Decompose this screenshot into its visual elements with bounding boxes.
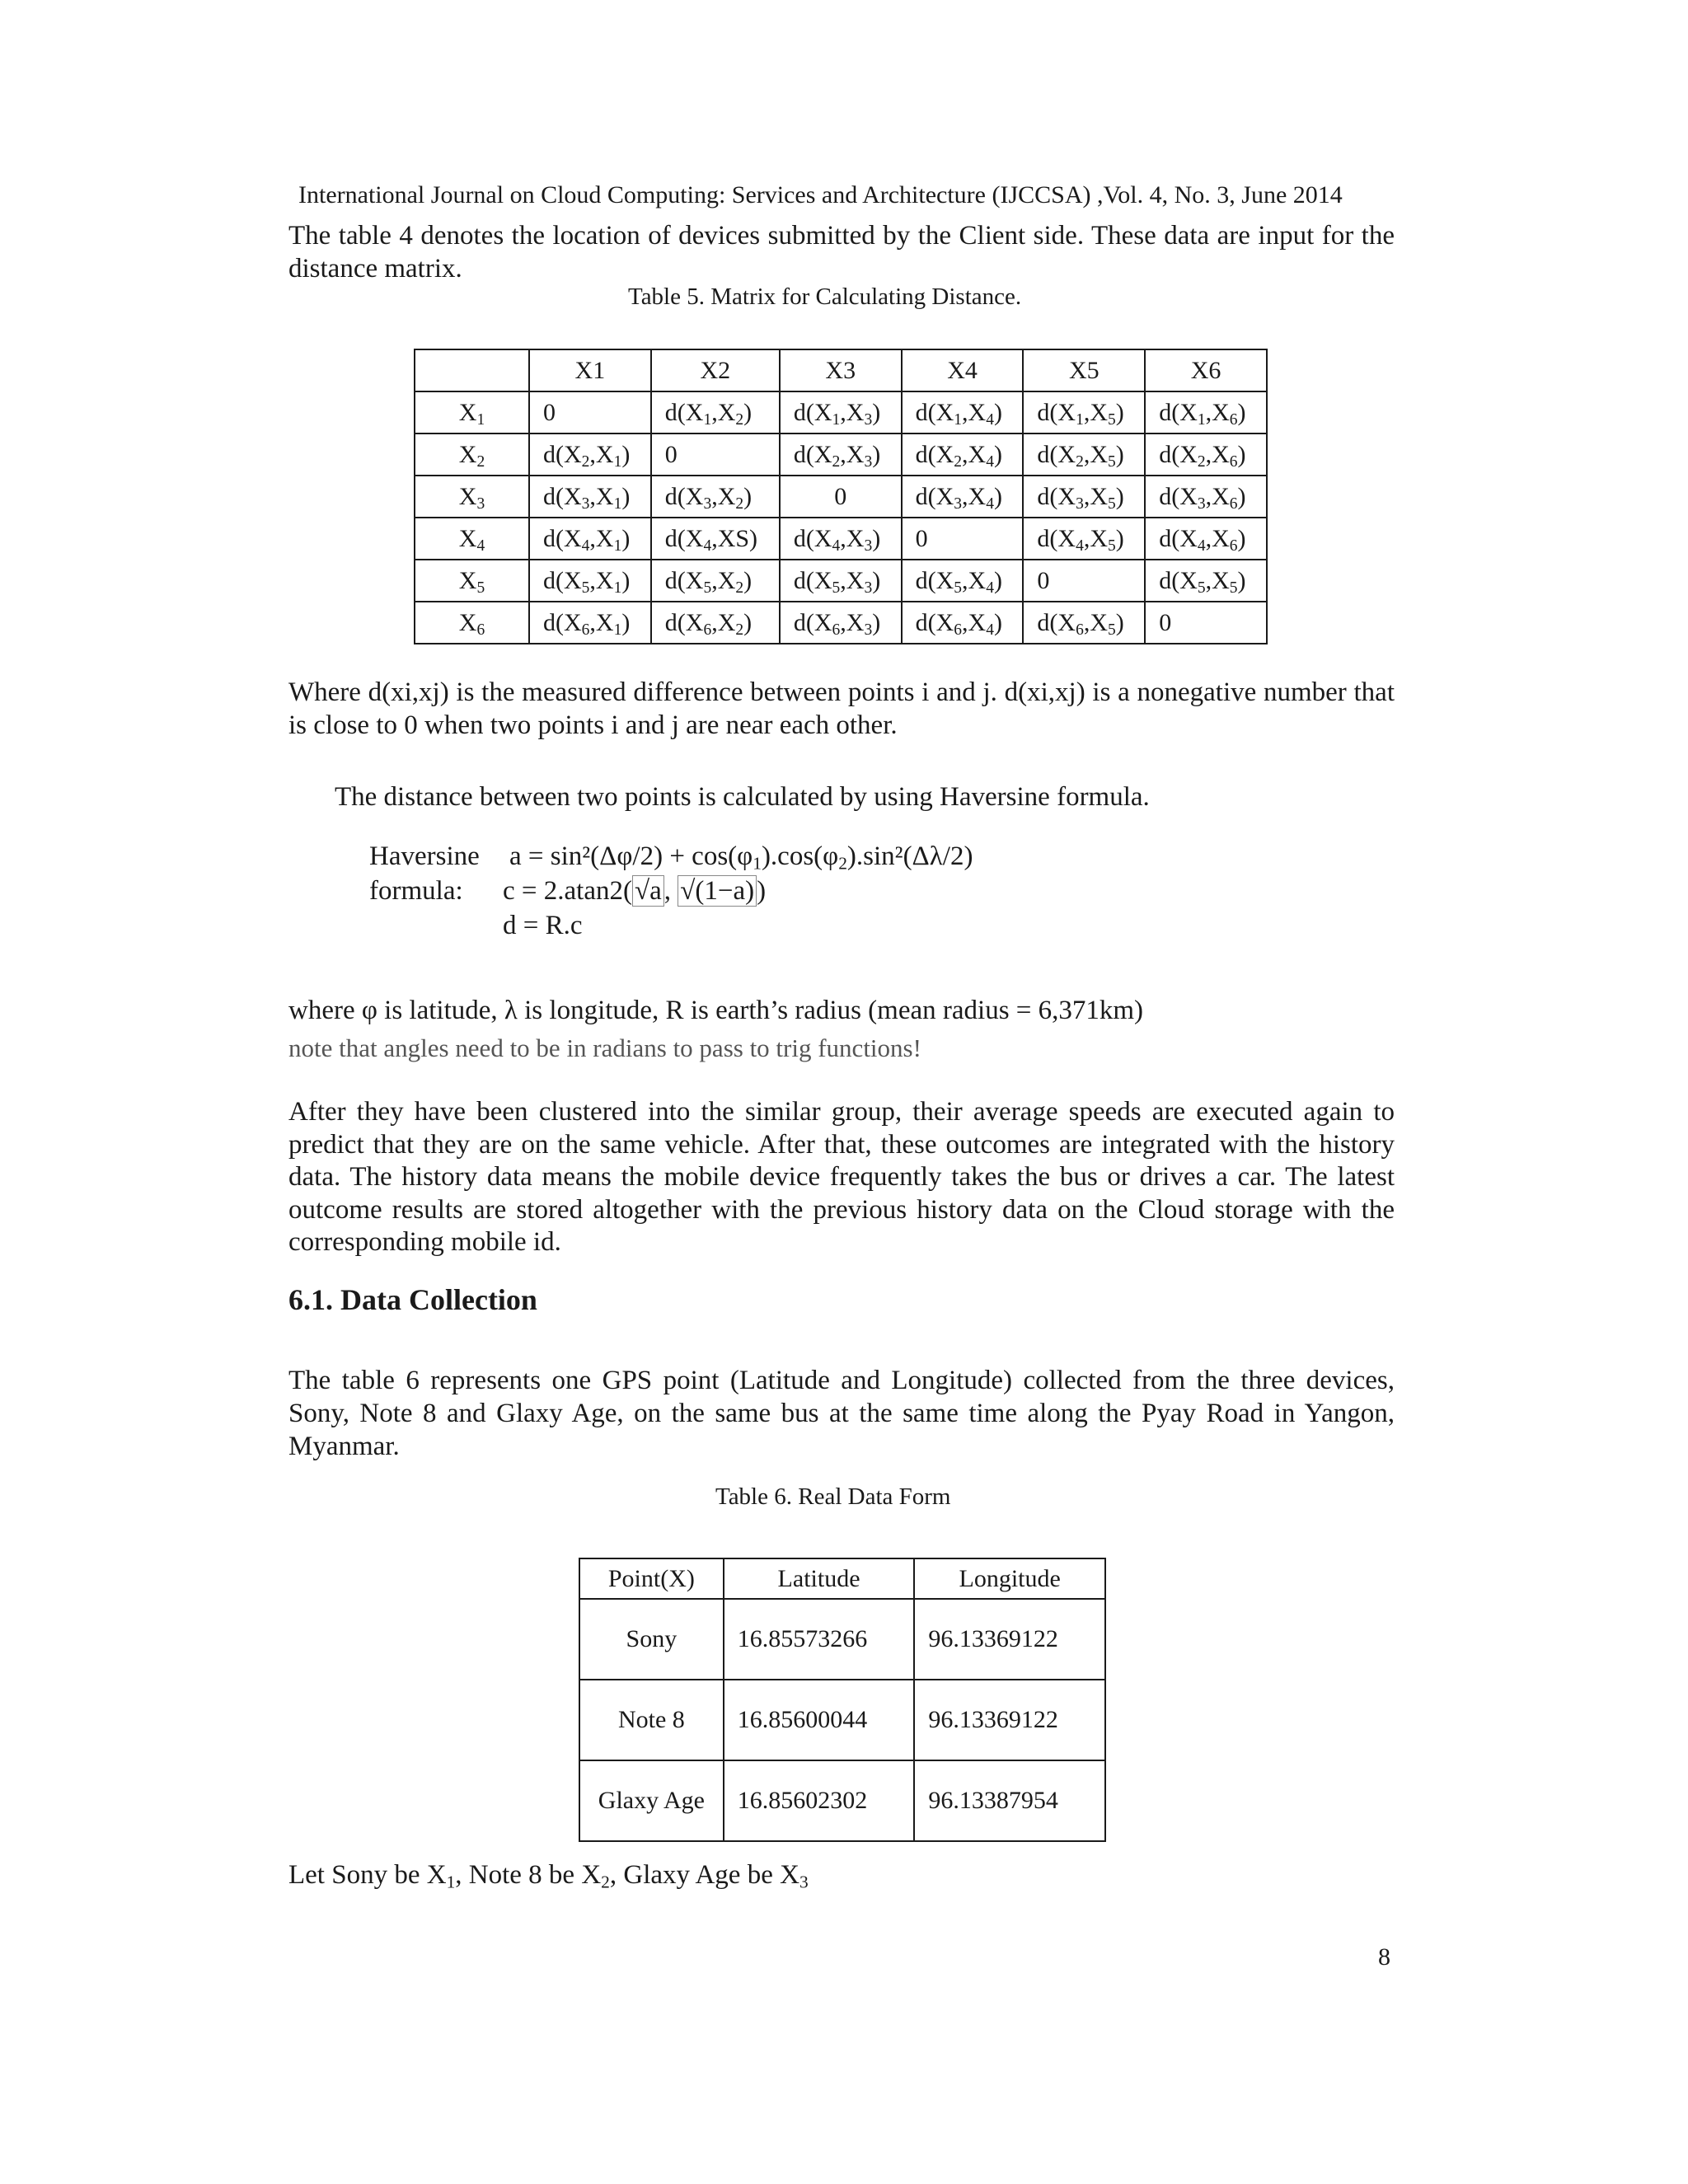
formula-line-a: $a = \sin^2(\Delta\varphi/2) + \cos(\varphi_1).\cos(\varphi_2).\sin^2(\Delta\lambda/2)$ (509, 841, 973, 874)
matrix-cell: $d(X_4,X_1)$ (529, 518, 651, 560)
matrix-cell: $d(X_3,X_2)$ (651, 476, 780, 518)
matrix-cell: $d(X_2,X_3)$ (780, 434, 902, 476)
table-row (579, 1599, 1105, 1680)
matrix-cell: 0 (780, 476, 902, 518)
data-table-header: Point(X) (579, 1558, 724, 1599)
formula-label-line2: formula: (369, 876, 463, 906)
table6-caption: Table 6. Real Data Form (715, 1483, 951, 1510)
sqrt-1-minus-a-box: √(1−a) (678, 875, 757, 907)
matrix-cell: $d(X_1,X_6)$ (1145, 391, 1267, 434)
latitude-cell: 16.85573266 (724, 1599, 915, 1680)
formula-c-suffix: ) (757, 876, 767, 906)
matrix-row-label: $X_3$ (415, 476, 529, 518)
matrix-cell: $d(X_3,X_5)$ (1023, 476, 1145, 518)
data-table-header-row (579, 1558, 1105, 1599)
table-row (579, 1680, 1105, 1760)
matrix-cell: $d(X_2,X_6)$ (1145, 434, 1267, 476)
matrix-column-header: X1 (529, 349, 651, 391)
latitude-cell: 16.85600044 (724, 1680, 915, 1760)
matrix-cell: $d(X_3,X_6)$ (1145, 476, 1267, 518)
data-table-header: Longitude (914, 1558, 1105, 1599)
where-paragraph: Where d(xi,xj) is the measured difference between points i and j. d(xi,xj) is a nonegative number that is close to 0 when two points i and j are near each other. (288, 677, 1395, 740)
matrix-row-label: $X_5$ (415, 560, 529, 602)
matrix-cell: $d(X_3,X_4)$ (902, 476, 1024, 518)
matrix-cell: $d(X_2,X_1)$ (529, 434, 651, 476)
longitude-cell: 96.13369122 (914, 1599, 1105, 1680)
formula-line-c (503, 874, 766, 908)
matrix-cell: $d(X_5,X_3)$ (780, 560, 902, 602)
device-name-cell: Note 8 (579, 1680, 724, 1760)
matrix-row-label: $X_2$ (415, 434, 529, 476)
page-number: 8 (1378, 1943, 1390, 1971)
matrix-cell: $d(X_1,X_4)$ (902, 391, 1024, 434)
formula-label-line1: Haversine (369, 841, 480, 871)
matrix-cell: 0 (902, 518, 1024, 560)
longitude-cell: 96.13387954 (914, 1760, 1105, 1841)
matrix-row (415, 476, 1267, 518)
matrix-cell: $d(X_2,X_4)$ (902, 434, 1024, 476)
matrix-column-header: X6 (1145, 349, 1267, 391)
running-header: International Journal on Cloud Computing: Services and Architecture (IJCCSA) ,Vol. 4, No. 3, June 2014 (298, 181, 1343, 209)
matrix-cell: $d(X_6,X_3)$ (780, 602, 902, 644)
matrix-row (415, 391, 1267, 434)
table-row (579, 1760, 1105, 1841)
table5-caption: Table 5. Matrix for Calculating Distance. (628, 284, 1022, 310)
matrix-row (415, 602, 1267, 644)
matrix-row-label: $X_6$ (415, 602, 529, 644)
intro-paragraph: The table 4 denotes the location of devices submitted by the Client side. These data are input for the distance matrix. (288, 221, 1395, 284)
matrix-column-header: X2 (651, 349, 780, 391)
matrix-cell: $d(X_4,X_3)$ (780, 518, 902, 560)
matrix-cell: 0 (529, 391, 651, 434)
device-name-cell: Sony (579, 1599, 724, 1680)
matrix-cell: $d(X_6,X_2)$ (651, 602, 780, 644)
latitude-cell: 16.85602302 (724, 1760, 915, 1841)
matrix-cell: $d(X_3,X_1)$ (529, 476, 651, 518)
matrix-row (415, 560, 1267, 602)
matrix-cell: $d(X_2,X_5)$ (1023, 434, 1145, 476)
formula-c-prefix: c = 2.atan2( (503, 876, 632, 906)
longitude-cell: 96.13369122 (914, 1680, 1105, 1760)
matrix-corner-cell (415, 349, 529, 391)
matrix-cell: $d(X_1,X_5)$ (1023, 391, 1145, 434)
section-heading: 6.1. Data Collection (288, 1283, 537, 1316)
device-name-cell: Glaxy Age (579, 1760, 724, 1841)
formula-c-sep: , (663, 876, 678, 906)
matrix-column-header: X3 (780, 349, 902, 391)
matrix-row (415, 518, 1267, 560)
matrix-cell: 0 (1023, 560, 1145, 602)
haversine-intro: The distance between two points is calculated by using Haversine formula. (335, 782, 1150, 812)
matrix-cell: $d(X_4,XS)$ (651, 518, 780, 560)
matrix-row-label: $X_4$ (415, 518, 529, 560)
matrix-row-label: $X_1$ (415, 391, 529, 434)
matrix-column-header: X5 (1023, 349, 1145, 391)
data-collection-paragraph: The table 6 represents one GPS point (Latitude and Longitude) collected from the three devices, Sony, Note 8 and Glaxy Age, on the same bus at the same time along the Pyay Road in Yangon, Myanmar. (288, 1366, 1395, 1461)
let-line: Let Sony be $X_1$, Note 8 be $X_2$, Glaxy Age be $X_3$ (288, 1860, 809, 1892)
matrix-cell: $d(X_1,X_3)$ (780, 391, 902, 434)
matrix-row (415, 434, 1267, 476)
matrix-cell: $d(X_5,X_2)$ (651, 560, 780, 602)
sqrt-a-box: √a (632, 875, 664, 907)
real-data-table (579, 1558, 1106, 1842)
matrix-cell: $d(X_1,X_2)$ (651, 391, 780, 434)
where-phi-line: where φ is latitude, λ is longitude, R is earth’s radius (mean radius = 6,371km) (288, 996, 1144, 1025)
cluster-paragraph: After they have been clustered into the similar group, their average speeds are executed again to predict that they are on the same vehicle. After that, these outcomes are integrated with the history data. The history data means the mobile device frequently takes the bus or drives a car. The latest outcome results are stored altogether with the previous history data on the Cloud storage with the corresponding mobile id. (288, 1097, 1395, 1257)
matrix-cell: 0 (1145, 602, 1267, 644)
distance-matrix-table (414, 349, 1268, 644)
radians-note: note that angles need to be in radians to pass to trig functions! (288, 1033, 921, 1062)
matrix-cell: $d(X_5,X_1)$ (529, 560, 651, 602)
matrix-column-header: X4 (902, 349, 1024, 391)
matrix-cell: $d(X_6,X_4)$ (902, 602, 1024, 644)
matrix-cell: $d(X_4,X_6)$ (1145, 518, 1267, 560)
matrix-cell: $d(X_4,X_5)$ (1023, 518, 1145, 560)
formula-line-d: d = R.c (503, 911, 583, 940)
matrix-cell: $d(X_5,X_4)$ (902, 560, 1024, 602)
matrix-cell: $d(X_6,X_5)$ (1023, 602, 1145, 644)
matrix-header-row (415, 349, 1267, 391)
data-table-header: Latitude (724, 1558, 915, 1599)
matrix-cell: $d(X_6,X_1)$ (529, 602, 651, 644)
matrix-cell: 0 (651, 434, 780, 476)
matrix-cell: $d(X_5,X_5)$ (1145, 560, 1267, 602)
